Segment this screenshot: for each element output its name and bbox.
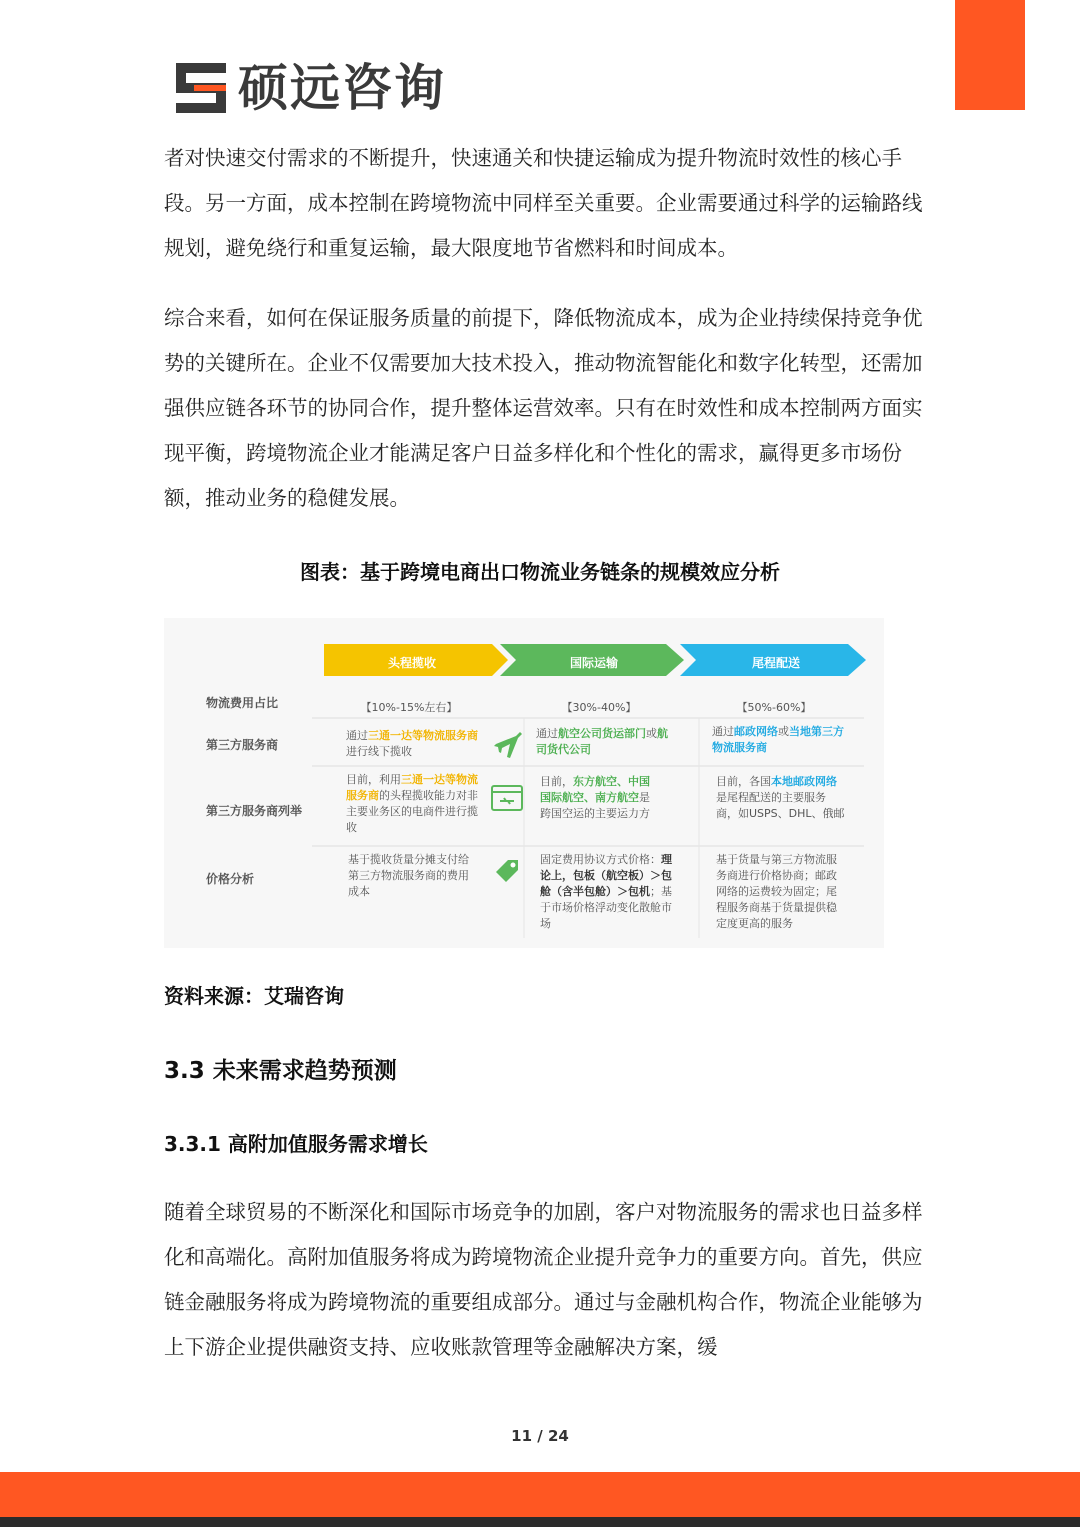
airplane-icon [494,732,522,758]
stage-label-1: 头程揽收 [387,656,436,670]
paragraph-1: 者对快速交付需求的不断提升，快速通关和快捷运输成为提升物流时效性的核心手段。另一方面，成本控制在跨境物流中同样至关重要。企业需要通过科学的运输路线规划，避免绕行和重复运输，最大限度地节省燃料和时间成本。 [164,146,923,260]
provider-list-first-mile: 目前，利用三通一达等物流服务商的头程揽收能力对非主要业务区的电商件进行揽收 [346,773,478,834]
paragraph-2: 综合来看，如何在保证服务质量的前提下，降低物流成本，成为企业持续保持竞争优势的关键所在。企业不仅需要加大技术投入，推动物流智能化和数字化转型，还需加强供应链各环节的协同合作，提升整体运营效率。只有在时效性和成本控制两方面实现平衡，跨境物流企业才能满足客户日益多样化和个性化的需求，赢得更多市场份额，推动业务的稳健发展。 [164,306,923,510]
page-number: 11 / 24 [511,1427,569,1445]
price-tag-icon [496,860,518,882]
stage-label-3: 尾程配送 [751,656,800,670]
screen-icon [492,786,522,810]
brand-logo [176,60,446,116]
paragraph-3: 随着全球贸易的不断深化和国际市场竞争的加剧，客户对物流服务的需求也日益多样化和高端化。高附加值服务将成为跨境物流企业提升竞争力的重要方向。首先，供应链金融服务将成为跨境物流的重要组成部分。通过与金融机构合作，物流企业能够为上下游企业提供融资支持、应收账款管理等金融解决方案，缓 [164,1200,923,1359]
logistics-chain-figure [164,618,884,948]
subsection-heading: 3.3.1 高附加值服务需求增长 [164,1132,428,1156]
section-heading: 3.3 未来需求趋势预测 [164,1058,397,1084]
price-first-mile: 基于揽收货量分摊支付给第三方物流服务商的费用成本 [348,853,469,898]
footer-accent-bar [0,1472,1080,1517]
figure-source: 资料来源：艾瑞咨询 [164,984,344,1008]
price-international: 固定费用协议方式价格：理论上，包板（航空板）＞包舱（含半包舱）＞包机；基于市场价格浮动变化散舱市场 [540,853,672,930]
logo-mark-icon [176,63,226,113]
cost-share-first-mile: 【10%-15%左右】 [360,701,458,714]
row-label-cost-share: 物流费用占比 [206,696,279,710]
header-accent-block [955,0,1025,110]
row-label-provider-list: 第三方服务商列举 [206,804,303,818]
cost-share-last-mile: 【50%-60%】 [736,701,812,714]
provider-list-international: 目前，东方航空、中国国际航空、南方航空是跨国空运的主要运力方 [540,775,650,820]
price-last-mile: 基于货量与第三方物流服务商进行价格协商；邮政网络的运费较为固定；尾程服务商基于货量提供稳定度更高的服务 [716,853,837,930]
stage-label-2: 国际运输 [569,656,618,670]
service-last-mile: 通过邮政网络或当地第三方物流服务商 [712,725,844,754]
row-label-price-analysis: 价格分析 [206,872,255,886]
service-first-mile: 通过三通一达等物流服务商进行线下揽收 [346,729,478,758]
provider-list-last-mile: 目前，各国本地邮政网络是尾程配送的主要服务商，如USPS、DHL、俄邮 [716,775,845,820]
service-international: 通过航空公司货运部门或航司货代公司 [536,727,668,756]
row-label-service-providers: 第三方服务商 [206,738,279,752]
footer-dark-strip [0,1517,1080,1527]
figure-title: 图表：基于跨境电商出口物流业务链条的规模效应分析 [300,560,780,584]
cost-share-international: 【30%-40%】 [561,701,637,714]
brand-name: 硕远咨询 [238,59,446,117]
